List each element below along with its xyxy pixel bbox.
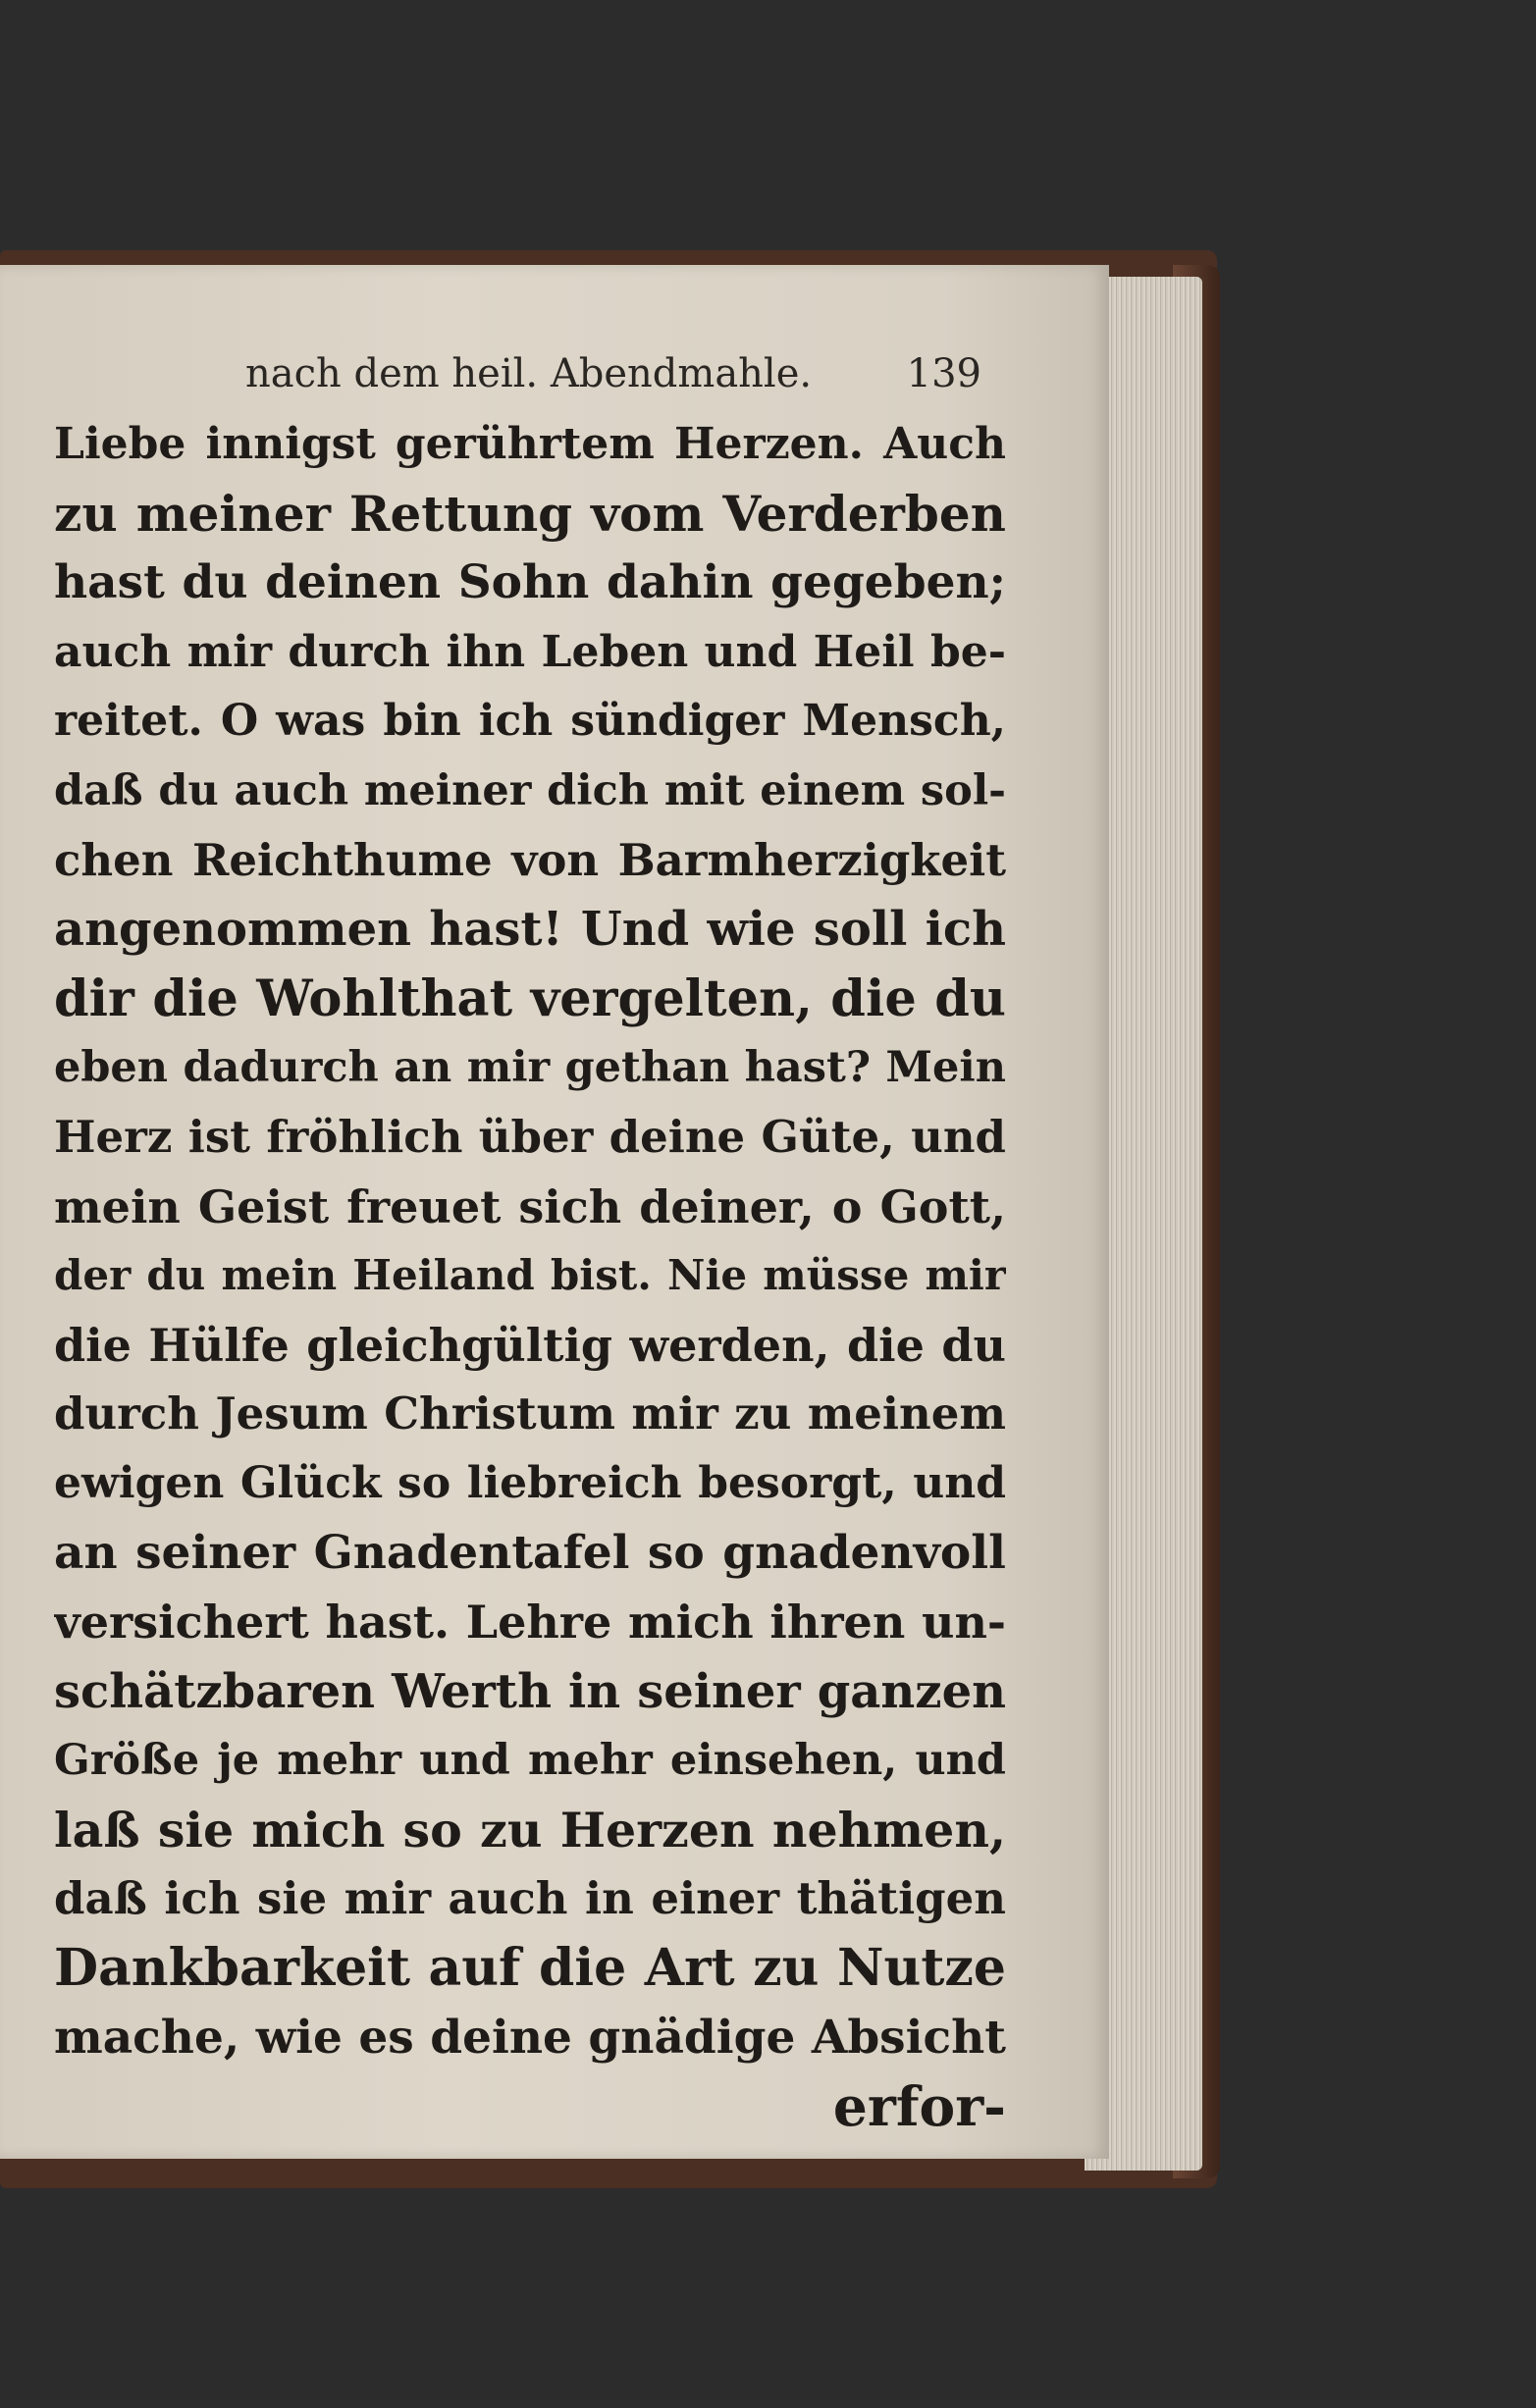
text-line: angenommen hast! Und wie soll ich <box>54 902 1006 958</box>
text-line: reitet. O was bin ich sündiger Mensch, <box>54 696 1006 747</box>
text-line: auch mir durch ihn Leben und Heil be- <box>54 626 1006 677</box>
catchword: erfor- <box>832 2074 1006 2139</box>
text-line: daß ich sie mir auch in einer thätigen <box>54 1872 1006 1925</box>
text-line: dir die Wohlthat vergelten, die du <box>54 968 1006 1028</box>
text-line: schätzbaren Werth in seiner ganzen <box>54 1663 1006 1719</box>
text-line: der du mein Heiland bist. Nie müsse mir <box>54 1251 1006 1300</box>
text-line: mache, wie es deine gnädige Absicht <box>54 2010 1006 2065</box>
body-text <box>54 410 1006 2142</box>
text-line: eben dadurch an mir gethan hast? Mein <box>54 1043 1006 1093</box>
text-line: zu meiner Rettung vom Verderben <box>54 484 1006 543</box>
text-line: laß sie mich so zu Herzen nehmen, <box>54 1801 1006 1858</box>
text-line: hast du deinen Sohn dahin gegeben; <box>54 555 1006 610</box>
text-line: Liebe innigst gerührtem Herzen. Auch <box>54 419 1006 469</box>
text-line: Herz ist fröhlich über deine Güte, und <box>54 1110 1006 1163</box>
text-line: ewigen Glück so liebreich besorgt, und <box>54 1457 1006 1508</box>
text-line: an seiner Gnadentafel so gnadenvoll <box>54 1525 1006 1580</box>
text-line: Größe je mehr und mehr einsehen, und <box>54 1736 1006 1786</box>
text-line: durch Jesum Christum mir zu meinem <box>54 1387 1006 1440</box>
page-number: 139 <box>906 351 981 396</box>
text-line: versichert hast. Lehre mich ihren un- <box>54 1596 1006 1649</box>
text-line: chen Reichthume von Barmherzigkeit <box>54 833 1006 886</box>
text-line: die Hülfe gleichgültig werden, die du <box>54 1318 1006 1372</box>
text-line: Dankbarkeit auf die Art zu Nutze <box>54 1938 1006 1999</box>
page-header <box>245 351 1001 400</box>
running-head: nach dem heil. Abendmahle. <box>245 351 813 396</box>
text-line: daß du auch meiner dich mit einem sol- <box>54 765 1006 815</box>
text-line: mein Geist freuet sich deiner, o Gott, <box>54 1179 1006 1233</box>
